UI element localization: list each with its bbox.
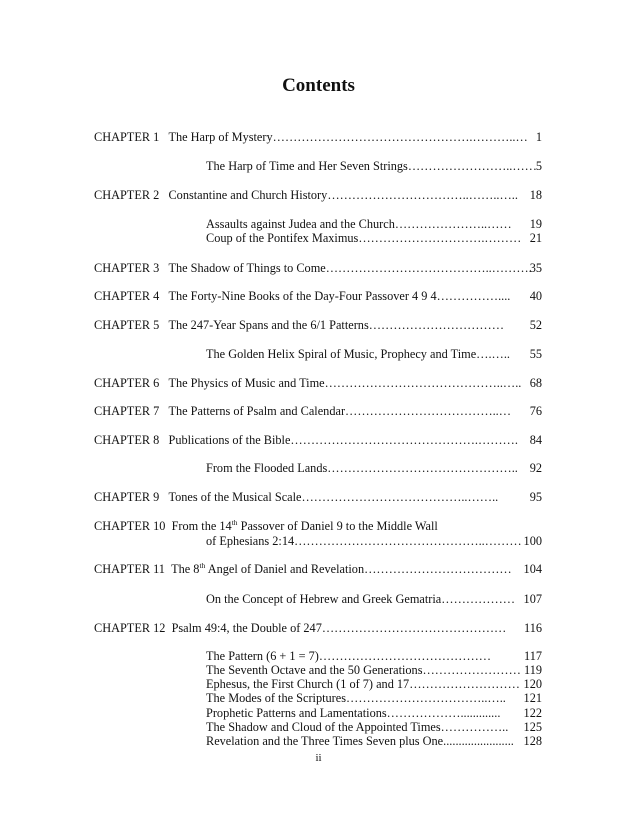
entry-title: The Golden Helix Spiral of Music, Prophecy and Time: [206, 347, 477, 361]
entry-title: Ephesus, the First Church (1 of 7) and 17: [206, 677, 410, 691]
leader-dots: …………………..……: [394, 217, 512, 231]
page-number: 100: [523, 534, 542, 548]
toc-entry-chapter-7[interactable]: [94, 404, 511, 418]
entry-title: The Forty-Nine Books of the Day-Four Passover 4 9 4: [168, 289, 437, 303]
chapter-label: CHAPTER 12: [94, 621, 166, 635]
page-number: 76: [529, 404, 542, 418]
entry-title: Psalm 49:4, the Double of 247: [171, 621, 322, 635]
page-number: 35: [529, 261, 542, 275]
page-number: 117: [524, 649, 542, 663]
chapter-label: CHAPTER 10: [94, 519, 166, 533]
ordinal-suffix: th: [199, 561, 206, 570]
toc-entry-chapter-11[interactable]: [94, 562, 512, 576]
chapter-label: CHAPTER 11: [94, 562, 165, 576]
toc-entry-golden-helix[interactable]: [206, 347, 510, 361]
leader-dots: …………………………………..……….: [325, 261, 532, 275]
entry-title-start: The 8: [171, 562, 200, 576]
page-footer-number: ii: [315, 752, 322, 764]
entry-title: Tones of the Musical Scale: [168, 490, 302, 504]
page-number: 40: [529, 289, 542, 303]
toc-entry-chapter-1[interactable]: [94, 130, 528, 144]
toc-entry-chapter-4[interactable]: [94, 289, 510, 303]
entry-title: The 247-Year Spans and the 6/1 Patterns: [168, 318, 369, 332]
leader-dots: ……………………………………..…..: [324, 376, 522, 390]
toc-entry-shadow-cloud[interactable]: [206, 720, 508, 734]
page-number: 119: [524, 663, 542, 677]
toc-entry-chapter-10[interactable]: [94, 519, 438, 533]
entry-title: Revelation and the Three Times Seven plus One: [206, 734, 444, 748]
entry-title-start: From the 14: [171, 519, 232, 533]
page-number: 68: [529, 376, 542, 390]
entry-title: The Seventh Octave and the 50 Generations: [206, 663, 423, 677]
toc-entry-chapter-2[interactable]: [94, 188, 518, 202]
leader-dots: ……………………………………: [318, 649, 492, 663]
leader-dots: ……………………: [422, 663, 521, 677]
leader-dots: ………………………………………….………..…: [272, 130, 528, 144]
page-number: 19: [529, 217, 542, 231]
leader-dots: ……………….............: [386, 706, 501, 720]
entry-title: Coup of the Pontifex Maximus: [206, 231, 359, 245]
page-number: 107: [523, 592, 542, 606]
chapter-label: CHAPTER 3: [94, 261, 160, 275]
leader-dots: …………………………………..……..: [301, 490, 499, 504]
leader-dots: ………………………………: [364, 562, 512, 576]
page-number: 104: [523, 562, 542, 576]
page-number: 1: [535, 130, 542, 144]
toc-entry-gematria[interactable]: [206, 592, 515, 606]
toc-entry-prophetic[interactable]: [206, 706, 500, 720]
toc-entry-coup[interactable]: [206, 231, 521, 245]
page-number: 120: [523, 677, 542, 691]
chapter-label: CHAPTER 5: [94, 318, 160, 332]
page-number: 84: [529, 433, 542, 447]
toc-entry-chapter-3[interactable]: [94, 261, 532, 275]
chapter-label: CHAPTER 1: [94, 130, 160, 144]
toc-entry-assaults[interactable]: [206, 217, 512, 231]
page-title: Contents: [282, 75, 355, 96]
ordinal-suffix: th: [231, 518, 238, 527]
entry-title: Publications of the Bible: [168, 433, 291, 447]
entry-title: The Pattern (6 + 1 = 7): [206, 649, 319, 663]
entry-title: The Shadow of Things to Come: [168, 261, 326, 275]
leader-dots: ………………………………………: [321, 621, 507, 635]
leader-dots: ……………………………..……..…..: [327, 188, 518, 202]
page-number: 55: [529, 347, 542, 361]
leader-dots: ……………....: [436, 289, 511, 303]
entry-title: The Harp of Mystery: [168, 130, 273, 144]
toc-entry-chapter-9[interactable]: [94, 490, 498, 504]
leader-dots: ……………………………………….……….: [290, 433, 518, 447]
toc-entry-harp-of-time[interactable]: [206, 159, 537, 173]
entry-title: From the Flooded Lands: [206, 461, 328, 475]
entry-title: The Harp of Time and Her Seven Strings: [206, 159, 408, 173]
entry-title-end: Passover of Daniel 9 to the Middle Wall: [237, 519, 438, 533]
toc-entry-chapter-10-cont[interactable]: [206, 534, 522, 548]
entry-title: of Ephesians 2:14: [206, 534, 295, 548]
toc-entry-revelation[interactable]: [206, 734, 514, 748]
leader-dots: ………………………………………..………: [294, 534, 522, 548]
chapter-label: CHAPTER 6: [94, 376, 160, 390]
page-number: 92: [529, 461, 542, 475]
entry-title: The Patterns of Psalm and Calendar: [168, 404, 346, 418]
chapter-label: CHAPTER 8: [94, 433, 160, 447]
leader-dots: ……………………………: [368, 318, 505, 332]
chapter-label: CHAPTER 9: [94, 490, 160, 504]
page-number: 95: [529, 490, 542, 504]
page-number: 128: [523, 734, 542, 748]
leader-dots: ………………………….………: [358, 231, 522, 245]
page-number: 18: [529, 188, 542, 202]
entry-title: Constantine and Church History: [168, 188, 328, 202]
leader-dots: ………………………………………..: [327, 461, 518, 475]
leader-dots: ………………………………..…: [345, 404, 512, 418]
entry-title-end: Angel of Daniel and Revelation: [205, 562, 365, 576]
chapter-label: CHAPTER 7: [94, 404, 160, 418]
page-number: 21: [529, 231, 542, 245]
page-number: 121: [523, 691, 542, 705]
page-number: 5: [535, 159, 542, 173]
leader-dots: ……………..: [440, 720, 509, 734]
chapter-label: CHAPTER 2: [94, 188, 160, 202]
leader-dots: ….…..: [476, 347, 510, 361]
toc-entry-chapter-6[interactable]: [94, 376, 521, 390]
toc-entry-flooded-lands[interactable]: [206, 461, 518, 475]
leader-dots: ……………………………..…..: [346, 691, 506, 705]
leader-dots: .......................: [443, 734, 514, 748]
entry-title: The Shadow and Cloud of the Appointed Times: [206, 720, 441, 734]
leader-dots: ……………………..……: [407, 159, 537, 173]
toc-entry-modes[interactable]: [206, 691, 506, 705]
chapter-label: CHAPTER 4: [94, 289, 160, 303]
toc-entry-seventh-octave[interactable]: [206, 663, 521, 677]
toc-entry-pattern[interactable]: [206, 649, 491, 663]
entry-title: The Physics of Music and Time: [168, 376, 325, 390]
entry-title: Assaults against Judea and the Church: [206, 217, 395, 231]
toc-entry-chapter-12[interactable]: [94, 621, 506, 635]
page-number: 122: [523, 706, 542, 720]
leader-dots: ………………: [441, 592, 516, 606]
page-number: 52: [529, 318, 542, 332]
toc-entry-chapter-8[interactable]: [94, 433, 518, 447]
leader-dots: ………………………: [409, 677, 520, 691]
toc-entry-chapter-5[interactable]: [94, 318, 504, 332]
page-number: 125: [523, 720, 542, 734]
page-number: 116: [524, 621, 542, 635]
entry-title: On the Concept of Hebrew and Greek Gematria: [206, 592, 442, 606]
entry-title: The Modes of the Scriptures: [206, 691, 347, 705]
entry-title: Prophetic Patterns and Lamentations: [206, 706, 387, 720]
toc-entry-ephesus[interactable]: [206, 677, 520, 691]
